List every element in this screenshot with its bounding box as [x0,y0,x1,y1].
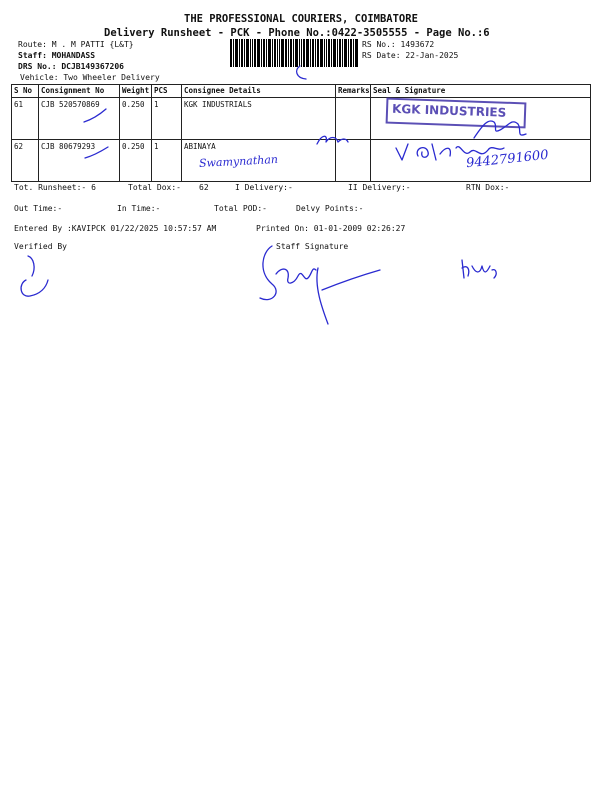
tick-mark-icon [80,106,110,126]
weight-cell: 0.250 [120,98,152,140]
initials-signature-icon [456,256,500,286]
vehicle-text: Vehicle: Two Wheeler Delivery [20,73,160,82]
pen-mark-icon [292,64,316,82]
i-delivery: I Delivery:- [235,183,293,192]
staff-signature-label: Staff Signature [276,242,349,251]
col-sno-header: S No [12,85,39,98]
barcode-image [230,39,358,67]
company-title: THE PROFESSIONAL COURIERS, COIMBATORE [184,13,418,25]
total-dox-value: 62 [199,183,209,192]
printed-on: Printed On: 01-01-2009 02:26:27 [256,224,406,233]
tick-mark-icon [82,144,112,162]
consignment-cell: CJB 520570869 [39,98,120,140]
weight-cell: 0.250 [120,140,152,182]
consignee-cell: KGK INDUSTRIALS [182,98,336,140]
col-weight-header: Weight [120,85,152,98]
handwritten-phone: 9442791600 [465,147,550,172]
company-stamp: KGK INDUSTRIES [386,98,527,129]
pcs-cell: 1 [152,98,182,140]
verified-by-label: Verified By [14,242,67,251]
rs-date: RS Date: 22-Jan-2025 [362,51,459,60]
drs-number: DRS No.: DCJB149367206 [18,62,124,71]
delvy-points: Delvy Points:- [296,204,364,213]
ii-delivery: II Delivery:- [348,183,411,192]
runsheet-subtitle: Delivery Runsheet - PCK - Phone No.:0422-3505555 - Page No.:6 [104,27,490,39]
col-remarks-header: Remarks [336,85,371,98]
consignee-cell: ABINAYA [182,140,336,182]
col-consignee-header: Consignee Details [182,85,336,98]
entered-by: Entered By :KAVIPCK 01/22/2025 10:57:57 AM [14,224,217,233]
handwritten-name: Swamynathan [198,152,279,171]
col-consignment-header: Consignment No [39,85,120,98]
consignment-cell: CJB 80679293 [39,140,120,182]
col-seal-header: Seal & Signature [371,85,591,98]
col-pcs-header: PCS [152,85,182,98]
total-pod: Total POD:- [214,204,267,213]
route-text: Route: M . M PATTI {L&T} [18,40,134,49]
verifier-signature-icon [14,250,54,306]
rtn-dox: RTN Dox:- [466,183,510,192]
out-time: Out Time:- [14,204,63,213]
staff-text: Staff: MOHANDASS [18,51,96,60]
in-time: In Time:- [117,204,161,213]
sno-cell: 62 [12,140,39,182]
tot-runsheet: Tot. Runsheet:- 6 [14,183,96,192]
handwritten-dox-note-icon [314,130,350,150]
rs-number: RS No.: 1493672 [362,40,435,49]
sno-cell: 61 [12,98,39,140]
staff-signature-icon [252,238,392,330]
total-dox-label: Total Dox:- [128,183,181,192]
table-header-row [12,85,591,98]
pcs-cell: 1 [152,140,182,182]
